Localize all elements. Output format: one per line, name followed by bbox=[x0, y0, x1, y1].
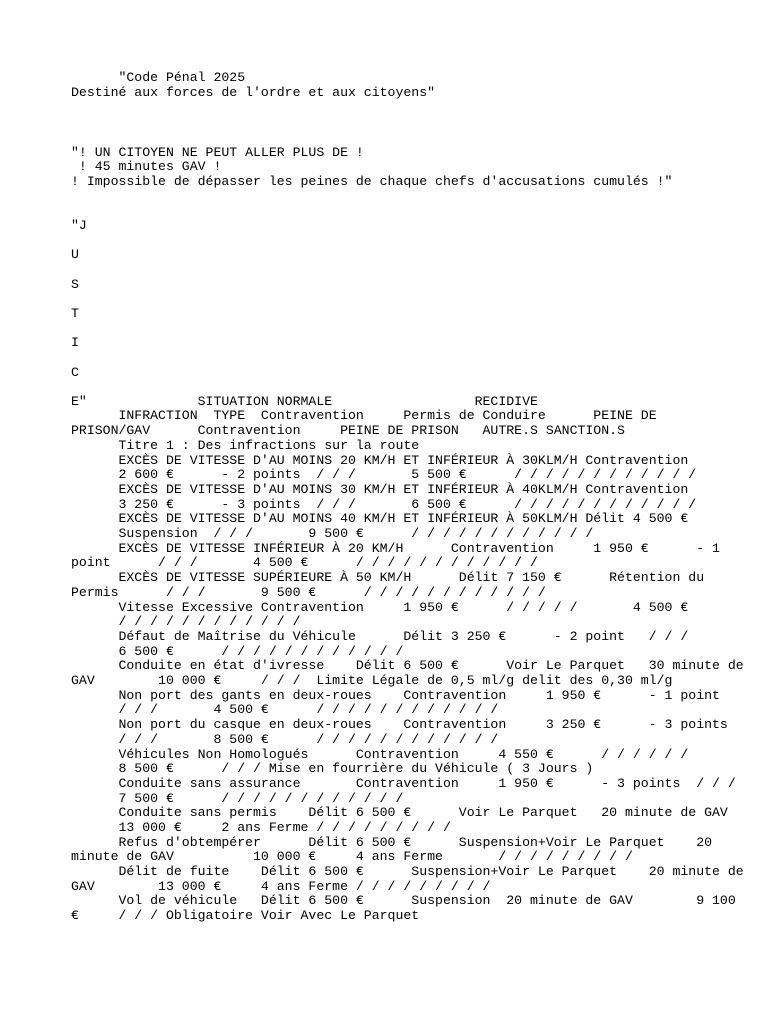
table-row: point / / / 4 500 € / / / / / / / / / / / / bbox=[71, 555, 538, 570]
table-row: 13 000 € 2 ans Ferme / / / / / / / / / bbox=[71, 820, 451, 835]
warning-line: ! 45 minutes GAV ! bbox=[71, 159, 222, 174]
table-row: Véhicules Non Homologués Contravention 4 550 € / / / / / / bbox=[71, 747, 689, 762]
table-row: Vol de véhicule Délit 6 500 € Suspension 20 minute de GAV 9 100 bbox=[71, 893, 736, 908]
table-row: / / / / / / / / / / / / bbox=[71, 614, 301, 629]
vertical-letter: U bbox=[71, 247, 79, 262]
table-row: Permis / / / 9 500 € / / / / / / / / / / / / bbox=[71, 585, 546, 600]
table-row: Vitesse Excessive Contravention 1 950 € / / / / / 4 500 € bbox=[71, 600, 689, 615]
table-row: Refus d'obtempérer Délit 6 500 € Suspension+Voir Le Parquet 20 bbox=[71, 835, 713, 850]
document-title: "Code Pénal 2025 bbox=[71, 70, 246, 85]
vertical-letter: I bbox=[71, 335, 79, 350]
table-row: EXCÈS DE VITESSE D'AU MOINS 30 KM/H ET INFÉRIEUR À 40KLM/H Contravention bbox=[71, 482, 689, 497]
vertical-letter: S bbox=[71, 277, 79, 292]
vertical-letter: C bbox=[71, 365, 79, 380]
table-row: Délit de fuite Délit 6 500 € Suspension+Voir Le Parquet 20 minute de bbox=[71, 864, 744, 879]
document-subtitle: Destiné aux forces de l'ordre et aux citoyens" bbox=[71, 85, 436, 100]
vertical-letter: "J bbox=[71, 218, 87, 233]
table-row: Défaut de Maîtrise du Véhicule Délit 3 250 € - 2 point / / / bbox=[71, 629, 689, 644]
table-row: GAV 10 000 € / / / Limite Légale de 0,5 ml/g delit des 0,30 ml/g bbox=[71, 673, 673, 688]
table-row: Conduite en état d'ivresse Délit 6 500 € Voir Le Parquet 30 minute de bbox=[71, 658, 744, 673]
table-header: PRISON/GAV Contravention PEINE DE PRISON AUTRE.S SANCTION.S bbox=[71, 423, 625, 438]
table-row: 7 500 € / / / / / / / / / / / / bbox=[71, 791, 404, 806]
table-row: EXCÈS DE VITESSE D'AU MOINS 20 KM/H ET INFÉRIEUR À 30KLM/H Contravention bbox=[71, 453, 689, 468]
table-row: / / / 8 500 € / / / / / / / / / / / / bbox=[71, 732, 499, 747]
table-row: 6 500 € / / / / / / / / / / / / bbox=[71, 644, 404, 659]
table-row: Conduite sans assurance Contravention 1 950 € - 3 points / / / bbox=[71, 776, 736, 791]
vertical-letter: T bbox=[71, 306, 79, 321]
table-row: Conduite sans permis Délit 6 500 € Voir Le Parquet 20 minute de GAV bbox=[71, 805, 728, 820]
table-header: E" SITUATION NORMALE RECIDIVE bbox=[71, 394, 538, 409]
warning-line: ! Impossible de dépasser les peines de chaque chefs d'accusations cumulés !" bbox=[71, 174, 673, 189]
table-row: EXCÈS DE VITESSE INFÉRIEUR À 20 KM/H Contravention 1 950 € - 1 bbox=[71, 541, 720, 556]
table-row: 3 250 € - 3 points / / / 6 500 € / / / / / / / / / / / / bbox=[71, 497, 697, 512]
table-row: EXCÈS DE VITESSE SUPÉRIEURE À 50 KM/H Délit 7 150 € Rétention du bbox=[71, 570, 705, 585]
table-row: Non port du casque en deux-roues Contravention 3 250 € - 3 points bbox=[71, 717, 728, 732]
table-header: INFRACTION TYPE Contravention Permis de Conduire PEINE DE bbox=[71, 408, 657, 423]
table-row: GAV 13 000 € 4 ans Ferme / / / / / / / / / bbox=[71, 879, 491, 894]
table-row: Non port des gants en deux-roues Contravention 1 950 € - 1 point bbox=[71, 688, 720, 703]
table-row: 2 600 € - 2 points / / / 5 500 € / / / / / / / / / / / / bbox=[71, 467, 697, 482]
section-title: Titre 1 : Des infractions sur la route bbox=[71, 438, 420, 453]
table-row: 8 500 € / / / Mise en fourrière du Véhicule ( 3 Jours ) bbox=[71, 761, 594, 776]
table-row: minute de GAV 10 000 € 4 ans Ferme / / / / / / / / / bbox=[71, 849, 633, 864]
warning-line: "! UN CITOYEN NE PEUT ALLER PLUS DE ! bbox=[71, 145, 364, 160]
table-row: € / / / Obligatoire Voir Avec Le Parquet bbox=[71, 908, 420, 923]
table-row: Suspension / / / 9 500 € / / / / / / / / / / / / bbox=[71, 526, 594, 541]
table-row: EXCÈS DE VITESSE D'AU MOINS 40 KM/H ET INFÉRIEUR À 50KLM/H Délit 4 500 € bbox=[71, 511, 689, 526]
table-row: / / / 4 500 € / / / / / / / / / / / / bbox=[71, 702, 499, 717]
